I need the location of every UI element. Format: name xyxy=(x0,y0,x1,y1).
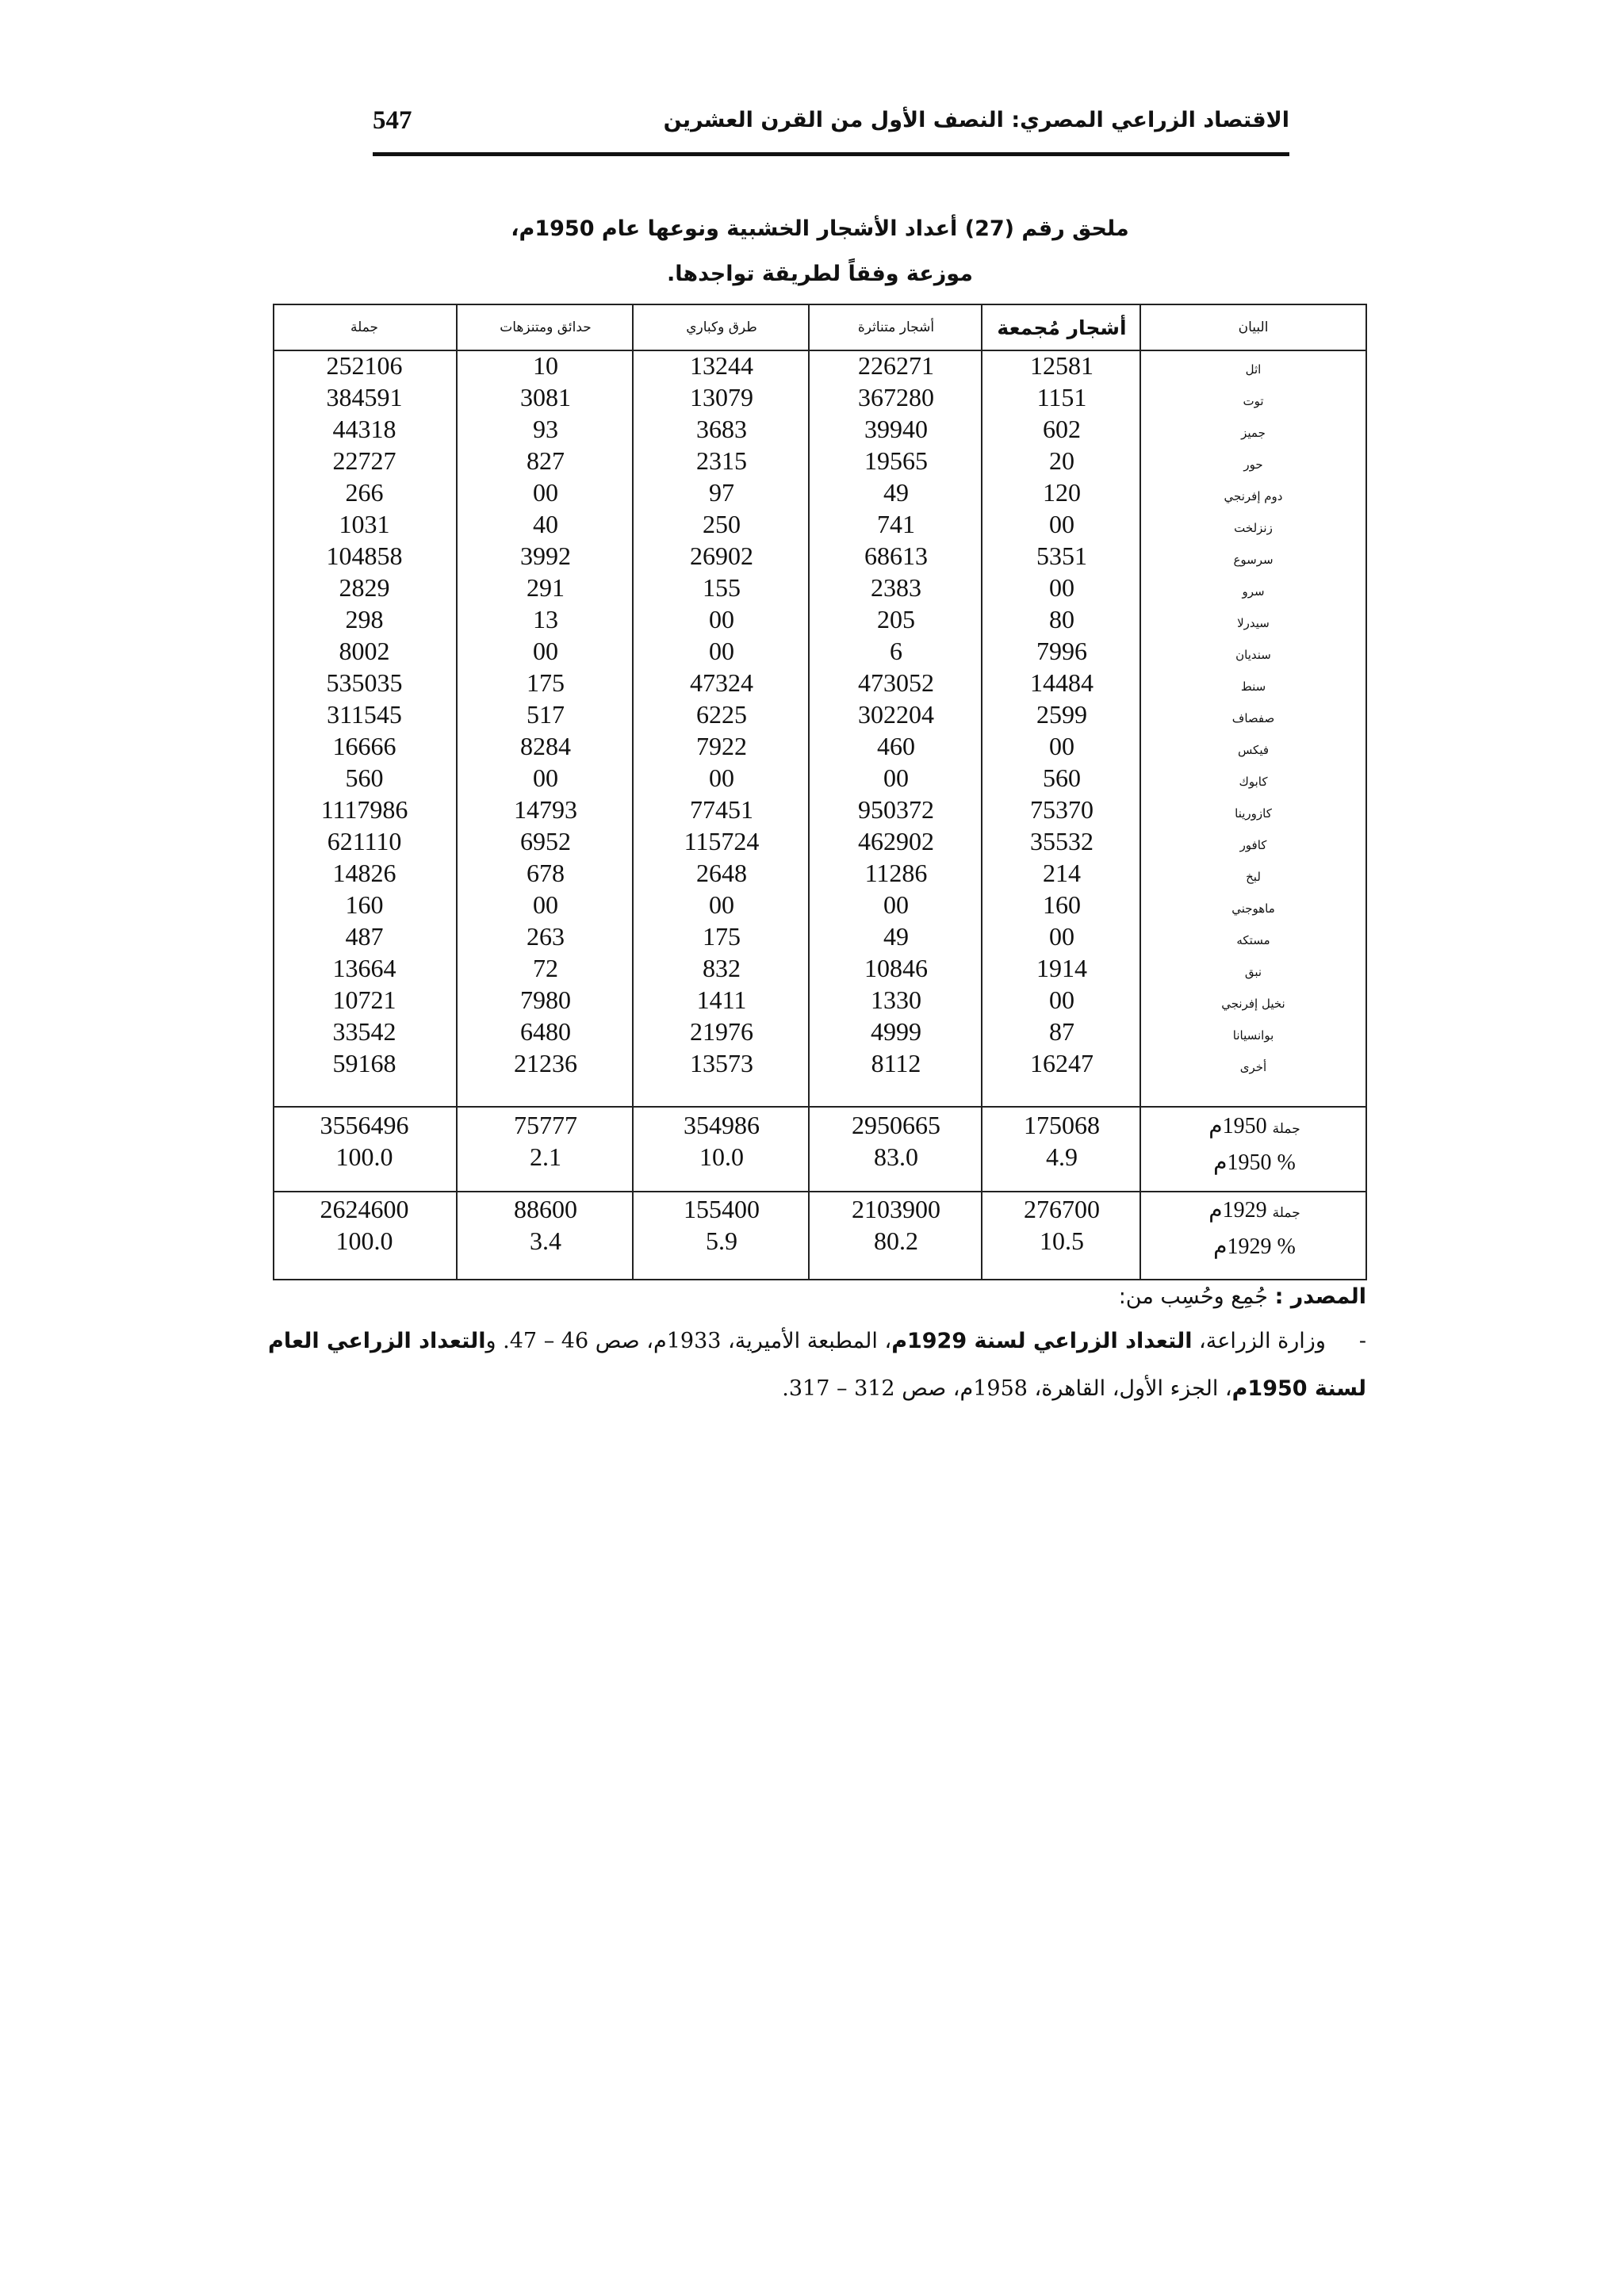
table-cell: 4999 xyxy=(871,1017,921,1046)
table-cell: 68613 xyxy=(864,541,928,570)
row-label: سنديان xyxy=(1235,648,1271,662)
page-number: 547 xyxy=(373,106,412,135)
total-1929-total: 2624600 xyxy=(320,1195,409,1223)
table-cell: 473052 xyxy=(858,668,934,697)
table-cell: 678 xyxy=(527,859,565,887)
table-cell: 77451 xyxy=(690,795,753,824)
table-cell: 205 xyxy=(877,605,915,633)
row-label: صفصاف xyxy=(1231,711,1275,725)
table-cell: 49 xyxy=(883,478,909,507)
table-cell: 8112 xyxy=(871,1049,921,1077)
table-cell: 10846 xyxy=(864,954,928,982)
column-item-names xyxy=(1141,351,1365,1081)
table-cell: 75370 xyxy=(1030,795,1094,824)
table-cell: 250 xyxy=(703,510,741,538)
row-label: حور xyxy=(1243,457,1263,472)
table-cell: 16666 xyxy=(332,732,396,760)
percent-1929-total: 100.0 xyxy=(335,1226,393,1255)
table-cell: 7996 xyxy=(1036,637,1087,665)
table-cell: 741 xyxy=(877,510,915,538)
table-cell: 115724 xyxy=(684,827,760,855)
table-cell: 7922 xyxy=(696,732,747,760)
table-cell: 10721 xyxy=(332,985,396,1014)
table-cell: 950372 xyxy=(858,795,934,824)
table-cell: 6 xyxy=(890,637,902,665)
table-cell: 3992 xyxy=(520,541,571,570)
table-cell: 266 xyxy=(345,478,384,507)
table-cell: 621110 xyxy=(327,827,402,855)
table-cell: 517 xyxy=(527,700,565,729)
table-cell: 1914 xyxy=(1036,954,1087,982)
table-cell: 827 xyxy=(527,446,565,475)
row-label: دوم إفرنجي xyxy=(1224,489,1283,503)
table-cell: 560 xyxy=(1043,763,1081,792)
table-cell: 160 xyxy=(1043,890,1081,919)
table-cell: 214 xyxy=(1043,859,1081,887)
table-cell: 44318 xyxy=(332,415,396,443)
table-cell: 6952 xyxy=(520,827,571,855)
percent-1929-collected: 10.5 xyxy=(1040,1226,1084,1255)
table-cell: 1411 xyxy=(696,985,747,1014)
table-cell: 14793 xyxy=(514,795,577,824)
table-cell: 13573 xyxy=(690,1049,753,1077)
table-cell: 1330 xyxy=(871,985,921,1014)
column-roads xyxy=(634,350,810,1079)
total-1950-collected: 175068 xyxy=(1024,1111,1100,1139)
table-cell: 263 xyxy=(527,922,565,951)
percent-1929-gardens: 3.4 xyxy=(530,1226,561,1255)
table-cell: 00 xyxy=(1049,573,1074,602)
row-label: كابوك xyxy=(1239,775,1268,789)
table-cell: 00 xyxy=(1049,922,1074,951)
bullet: - xyxy=(1358,1329,1366,1353)
table-cell: 00 xyxy=(1049,732,1074,760)
table-cell: 72 xyxy=(533,954,558,982)
table-cell: 6480 xyxy=(520,1017,571,1046)
table-cell: 00 xyxy=(1049,985,1074,1014)
table-cell: 97 xyxy=(709,478,734,507)
table-cell: 80 xyxy=(1049,605,1074,633)
table-cell: 00 xyxy=(709,637,734,665)
table-cell: 00 xyxy=(709,605,734,633)
table-cell: 226271 xyxy=(858,351,934,380)
row-label: مستكه xyxy=(1236,933,1270,947)
row-label: نبق xyxy=(1244,965,1262,979)
table-cell: 13244 xyxy=(690,351,753,380)
percent-1950-total: 100.0 xyxy=(335,1142,393,1171)
table-cell: 00 xyxy=(533,763,558,792)
row-label: سرسوع xyxy=(1233,553,1274,567)
total-1929-gardens: 88600 xyxy=(514,1195,577,1223)
percent-1929-scattered: 80.2 xyxy=(874,1226,918,1255)
table-caption-line-1: ملحق رقم (27) أعداد الأشجار الخشبية ونوعها عام 1950م، xyxy=(511,216,1129,241)
header-scattered-trees: أشجار متناثرة xyxy=(857,320,935,335)
table-cell: 311545 xyxy=(327,700,402,729)
source-note-line-1: -وزارة الزراعة، التعداد الزراعي لسنة 1929م، المطبعة الأميرية، 1933م، صص 46 – 47. والتعداد الزراعي العام xyxy=(268,1329,1366,1353)
table-cell: 487 xyxy=(345,922,384,951)
table-cell: 40 xyxy=(533,510,558,538)
header-collected-trees: أشجار مُجمعة xyxy=(997,316,1127,339)
table-cell: 5351 xyxy=(1036,541,1087,570)
percent-1950-roads: 10.0 xyxy=(699,1142,744,1171)
table-cell: 832 xyxy=(703,954,741,982)
table-cell: 00 xyxy=(1049,510,1074,538)
row-label: كافور xyxy=(1239,838,1267,852)
table-cell: 155 xyxy=(703,573,741,602)
total-1929-label: جملة 1929م xyxy=(1208,1198,1300,1223)
percent-1950-label: % 1950م xyxy=(1213,1150,1296,1175)
table-cell: 460 xyxy=(877,732,915,760)
total-1950-roads: 354986 xyxy=(684,1111,760,1139)
column-scattered xyxy=(810,350,982,1079)
column-total xyxy=(271,350,458,1079)
percent-1950-gardens: 2.1 xyxy=(530,1142,561,1171)
row-label: سرو xyxy=(1242,584,1265,599)
total-1929-scattered: 2103900 xyxy=(852,1195,940,1223)
percent-1950-scattered: 83.0 xyxy=(874,1142,918,1171)
running-title: الاقتصاد الزراعي المصري: النصف الأول من القرن العشرين xyxy=(663,108,1289,132)
table-cell: 13 xyxy=(533,605,558,633)
table-cell: 160 xyxy=(345,890,384,919)
table-cell: 298 xyxy=(345,605,384,633)
table-cell: 7980 xyxy=(520,985,571,1014)
row-label: نخيل إفرنجي xyxy=(1221,997,1285,1011)
source-note-line-2: لسنة 1950م، الجزء الأول، القاهرة، 1958م، صص 312 – 317. xyxy=(782,1376,1366,1401)
row-label: ماهوجني xyxy=(1231,901,1275,916)
table-cell: 2648 xyxy=(696,859,747,887)
table-cell: 49 xyxy=(883,922,909,951)
row-label: زنزلخت xyxy=(1234,521,1273,535)
table-cell: 14826 xyxy=(332,859,396,887)
table-cell: 00 xyxy=(533,478,558,507)
table-cell: 462902 xyxy=(858,827,934,855)
row-label: بوانسيانا xyxy=(1232,1028,1274,1043)
row-label: جميز xyxy=(1241,426,1266,440)
table-cell: 59168 xyxy=(332,1049,396,1077)
table-cell: 22727 xyxy=(332,446,396,475)
total-1929-collected: 276700 xyxy=(1024,1195,1100,1223)
table-cell: 87 xyxy=(1049,1017,1074,1046)
column-gardens xyxy=(458,350,634,1079)
percent-1929-roads: 5.9 xyxy=(706,1226,737,1255)
total-1950-scattered: 2950665 xyxy=(852,1111,940,1139)
table-cell: 21976 xyxy=(690,1017,753,1046)
table-cell: 1151 xyxy=(1036,383,1087,411)
table-cell: 12581 xyxy=(1030,351,1094,380)
table-cell: 19565 xyxy=(864,446,928,475)
table-cell: 3683 xyxy=(696,415,747,443)
table-cell: 8284 xyxy=(520,732,571,760)
table-cell: 602 xyxy=(1043,415,1081,443)
table-cell: 21236 xyxy=(514,1049,577,1077)
body-rule xyxy=(274,1106,1365,1108)
table-cell: 560 xyxy=(345,763,384,792)
table-cell: 00 xyxy=(709,763,734,792)
source-label: المصدر : جُمِع وحُسِب من: xyxy=(1118,1284,1366,1309)
table-cell: 35532 xyxy=(1030,827,1094,855)
table-cell: 8002 xyxy=(339,637,390,665)
table-cell: 252106 xyxy=(326,351,403,380)
table-cell: 10 xyxy=(533,351,558,380)
table-cell: 384591 xyxy=(326,383,403,411)
table-cell: 13079 xyxy=(690,383,753,411)
row-label: أخرى xyxy=(1239,1060,1267,1074)
row-label: لبخ xyxy=(1246,870,1261,884)
table-cell: 39940 xyxy=(864,415,928,443)
header-roads-bridges: طرق وكباري xyxy=(686,320,757,335)
percent-1929-label: % 1929م xyxy=(1213,1234,1296,1259)
header-total: جملة xyxy=(350,320,379,335)
row-label: سنط xyxy=(1240,679,1266,694)
table-cell: 13664 xyxy=(332,954,396,982)
table-cell: 302204 xyxy=(858,700,934,729)
table-cell: 6225 xyxy=(696,700,747,729)
row-label: كازورينا xyxy=(1235,806,1272,821)
page-header xyxy=(373,105,1289,156)
table-cell: 16247 xyxy=(1030,1049,1094,1077)
table-cell: 535035 xyxy=(326,668,403,697)
column-collected xyxy=(982,350,1141,1079)
row-label: سيدرلا xyxy=(1237,616,1270,630)
table-cell: 20 xyxy=(1049,446,1074,475)
table-cell: 00 xyxy=(883,890,909,919)
table-cell: 2829 xyxy=(339,573,390,602)
total-1950-gardens: 75777 xyxy=(514,1111,577,1139)
table-caption-line-2: موزعة وفقاً لطريقة تواجدها. xyxy=(667,262,973,286)
table-cell: 00 xyxy=(709,890,734,919)
table-cell: 175 xyxy=(527,668,565,697)
table-cell: 00 xyxy=(533,637,558,665)
total-1929-roads: 155400 xyxy=(684,1195,760,1223)
percent-1950-collected: 4.9 xyxy=(1046,1142,1078,1171)
table-cell: 26902 xyxy=(690,541,753,570)
header-gardens-parks: حدائق ومتنزهات xyxy=(500,320,592,335)
table-cell: 175 xyxy=(703,922,741,951)
summary-rule xyxy=(274,1191,1365,1192)
total-1950-total: 3556496 xyxy=(320,1111,409,1139)
header-item: البيان xyxy=(1238,320,1269,335)
row-label: اثل xyxy=(1245,362,1262,377)
table-cell: 00 xyxy=(883,763,909,792)
table-cell: 120 xyxy=(1043,478,1081,507)
table-cell: 2315 xyxy=(696,446,747,475)
row-label: فيكس xyxy=(1237,743,1270,757)
table-cell: 47324 xyxy=(690,668,753,697)
table-cell: 11286 xyxy=(864,859,928,887)
table-cell: 33542 xyxy=(332,1017,396,1046)
trees-table xyxy=(273,304,1367,1280)
table-cell: 1117986 xyxy=(320,795,408,824)
table-cell: 2599 xyxy=(1036,700,1087,729)
total-1950-label: جملة 1950م xyxy=(1208,1114,1300,1138)
row-label: توت xyxy=(1243,394,1264,408)
table-cell: 14484 xyxy=(1030,668,1094,697)
table-cell: 367280 xyxy=(858,383,934,411)
table-cell: 00 xyxy=(533,890,558,919)
table-cell: 291 xyxy=(527,573,565,602)
table-cell: 2383 xyxy=(871,573,921,602)
table-cell: 104858 xyxy=(326,541,403,570)
table-cell: 1031 xyxy=(339,510,390,538)
table-cell: 93 xyxy=(533,415,558,443)
table-cell: 3081 xyxy=(520,383,571,411)
